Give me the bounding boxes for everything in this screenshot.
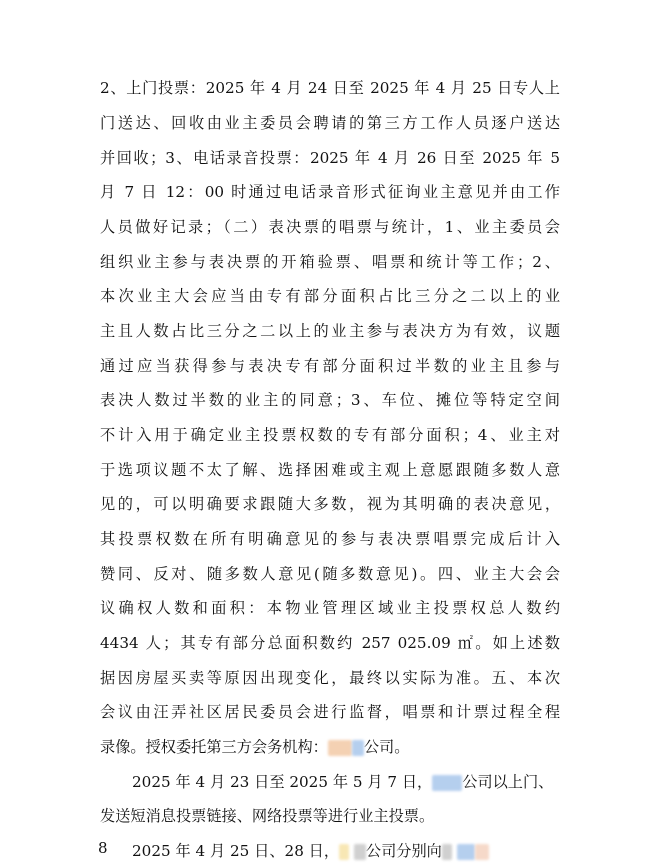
text-segment: 公司分别向: [365, 842, 442, 860]
text-line: 月 7 日 12：00 时通过电话录音形式征询业主意见并由工作: [100, 183, 560, 201]
text-line: 门送达、回收由业主委员会聘请的第三方工作人员逐户送达: [100, 114, 560, 132]
text-line: 表决人数过半数的业主的同意；3、车位、摊位等特定空间: [100, 391, 560, 409]
redaction-block: [354, 844, 366, 860]
text-line: 2、上门投票：2025 年 4 月 24 日至 2025 年 4 月 25 日专人上: [100, 79, 560, 97]
text-segment: 录像。授权委托第三方会务机构：: [100, 738, 328, 756]
text-line: 会议由汪弄社区居民委员会进行监督，唱票和计票过程全程: [100, 703, 560, 721]
redaction-block: [442, 844, 452, 860]
redaction-block: [475, 844, 489, 860]
text-line: 议确权人数和面积：本物业管理区域业主投票权总人数约: [100, 599, 560, 617]
text-line: [132, 841, 560, 861]
text-segment: 公司。: [363, 738, 410, 756]
text-line: 其投票权数在所有明确意见的参与表决票唱票完成后计入: [100, 530, 560, 548]
redaction-block: [339, 844, 349, 860]
text-line: 并回收；3、电话录音投票：2025 年 4 月 26 日至 2025 年 5: [100, 149, 560, 167]
text-segment: 公司以上门、: [462, 773, 554, 791]
text-segment: 2025 年 4 月 23 日至 2025 年 5 月 7 日，: [132, 773, 433, 791]
text-line: 不计入用于确定业主投票权数的专有部分面积；4、业主对: [100, 426, 560, 444]
redaction-block: [457, 844, 475, 860]
text-line: 组织业主参与表决票的开箱验票、唱票和统计等工作；2、: [100, 253, 560, 271]
text-line: 人员做好记录；（二）表决票的唱票与统计，1、业主委员会: [100, 218, 560, 236]
text-line: 据因房屋买卖等原因出现变化，最终以实际为准。五、本次: [100, 669, 560, 687]
text-line: [132, 772, 560, 792]
redaction-block: [432, 775, 462, 791]
text-line: 4434 人；其专有部分总面积数约 257 025.09 ㎡。如上述数: [100, 634, 560, 652]
text-line: 发送短消息投票链接、网络投票等进行业主投票。: [100, 807, 435, 825]
text-line: 赞同、反对、随多数人意见(随多数意见)。四、业主大会会: [100, 565, 560, 583]
redaction-block: [352, 740, 364, 756]
text-segment: 2025 年 4 月 25 日、28 日，: [132, 842, 340, 860]
page-number: 8: [98, 839, 108, 857]
text-line: 本次业主大会应当由专有部分面积占比三分之二以上的业: [100, 287, 560, 305]
text-line: 见的，可以明确要求跟随大多数，视为其明确的表决意见，: [100, 495, 560, 513]
redaction-block: [328, 740, 352, 756]
text-line: 于选项议题不太了解、选择困难或主观上意愿跟随多数人意: [100, 461, 560, 479]
text-line: 通过应当获得参与表决专有部分面积过半数的业主且参与: [100, 357, 560, 375]
text-line: [100, 737, 560, 757]
text-line: 主且人数占比三分之二以上的业主参与表决方为有效，议题: [100, 322, 560, 340]
